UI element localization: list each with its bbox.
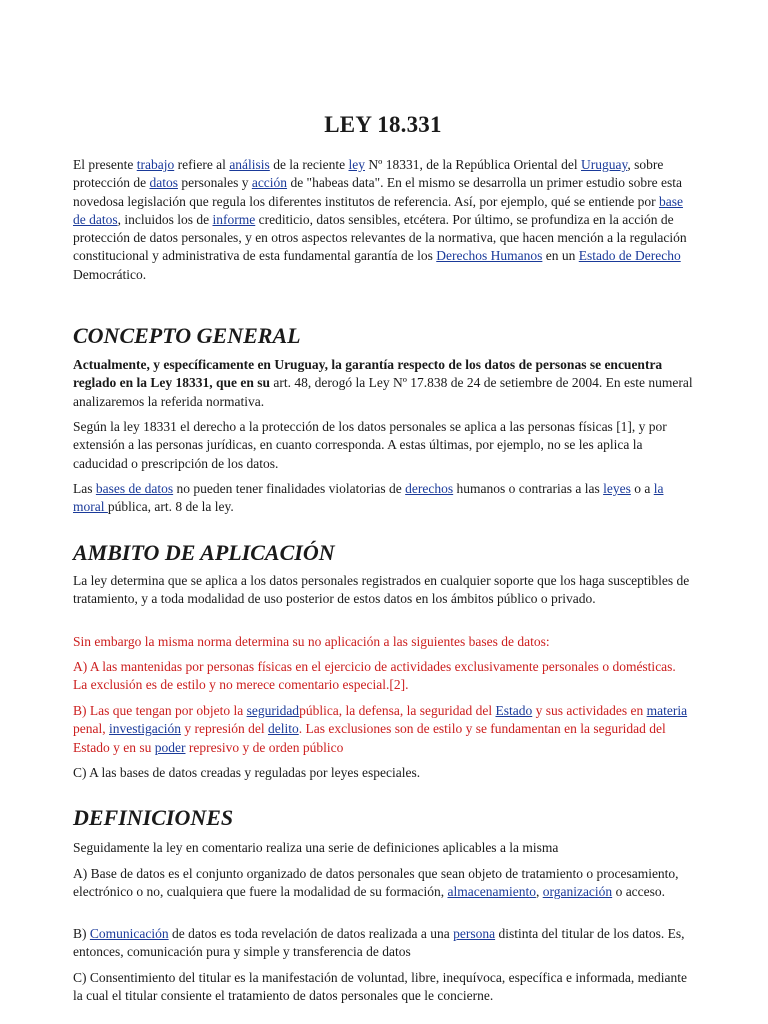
concepto-paragraph-2: Según la ley 18331 el derecho a la protección de los datos personales se aplica a las personas físicas [1], y por extensión a las personas jurídicas, en cuanto corresponda. A estas últimas, por ejemplo, no se les aplica la caducidad o prescripción de los datos.: [73, 419, 667, 471]
ambito-paragraph-2: Sin embargo la misma norma determina su no aplicación a las siguientes bases de datos:: [73, 634, 550, 649]
text: o acceso.: [612, 884, 666, 900]
text: de "habeas data". En el mismo se desarrolla un primer estudio sobre esta novedosa legislación que regula los diferentes institutos de referencia. Así, por ejemplo, qué se entiende por: [73, 175, 682, 209]
link-analisis[interactable]: análisis: [229, 157, 270, 172]
text: pública, la defensa, la seguridad del: [299, 703, 496, 718]
text: humanos o contrarias a las: [453, 481, 604, 496]
text: , sobre protección de: [73, 157, 664, 191]
text: y represión del: [180, 721, 268, 737]
text: Democrático.: [73, 266, 147, 282]
link-ley[interactable]: ley: [348, 157, 366, 172]
definiciones-item-b: [73, 925, 693, 962]
text: en un: [542, 248, 579, 264]
ambito-paragraph-1: La ley determina que se aplica a los datos personales registrados en cualquier soporte que los haga susceptibles de tratamiento, y a toda modalidad de uso posterior de estos datos en los ámbitos público o privado.: [73, 573, 690, 607]
link-base-de-datos[interactable]: base de datos: [73, 193, 683, 227]
link-informe[interactable]: informe: [212, 211, 256, 227]
text: refiere al: [174, 157, 230, 172]
link-bases-de-datos[interactable]: bases de datos: [95, 481, 174, 496]
text: ,: [535, 884, 543, 900]
concepto-paragraph-1: [73, 356, 693, 411]
text: crediticio, datos sensibles, etcétera. Por último, se profundiza en la acción de protección de datos personales, y en otros aspectos relevantes de la normativa, que hacen mención a la regulación constitucional y administrativa de esta fundamental garantía de los: [73, 211, 687, 264]
link-investigacion[interactable]: investigación: [109, 721, 181, 737]
link-accion[interactable]: acción: [251, 175, 288, 191]
link-trabajo[interactable]: trabajo: [136, 157, 175, 172]
link-derechos-humanos[interactable]: Derechos Humanos: [436, 248, 543, 264]
link-organizacion[interactable]: organización: [542, 884, 613, 900]
link-datos[interactable]: datos: [149, 175, 178, 191]
link-poder[interactable]: poder: [154, 739, 186, 755]
text: represivo y de orden público: [185, 739, 344, 755]
page-title: LEY 18.331: [324, 112, 442, 137]
text: de datos es toda revelación de datos realizada a una: [168, 926, 454, 941]
text: Las: [73, 481, 96, 496]
text: distinta del titular de los datos. Es, entonces, comunicación pura y simple y transferencia de datos: [73, 926, 685, 960]
text: o a: [630, 481, 654, 496]
text: A) Base de datos es el conjunto organizado de datos personales que sean objeto de tratamiento o procesamiento, electrónico o no, cualquiera que fuere la modalidad de su formación,: [73, 866, 679, 900]
text: Nº 18331, de la República Oriental del: [365, 157, 582, 172]
text: pública, art. 8 de la ley.: [107, 499, 234, 515]
text: no pueden tener finalidades violatorias de: [173, 481, 406, 496]
link-leyes[interactable]: leyes: [603, 481, 631, 496]
text: personales y: [177, 175, 252, 191]
heading-concepto-general: CONCEPTO GENERAL: [73, 323, 301, 348]
text: penal,: [73, 721, 109, 737]
definiciones-item-a: [73, 865, 693, 902]
text: B): [73, 926, 90, 941]
link-persona[interactable]: persona: [453, 926, 496, 941]
definiciones-paragraph-1: Seguidamente la ley en comentario realiza una serie de definiciones aplicables a la misma: [73, 840, 559, 855]
link-estado[interactable]: Estado: [495, 703, 533, 718]
link-estado-de-derecho[interactable]: Estado de Derecho: [578, 248, 681, 264]
ambito-item-b: [73, 702, 693, 757]
heading-ambito-aplicacion: AMBITO DE APLICACIÓN: [73, 540, 335, 565]
link-derechos[interactable]: derechos: [405, 481, 454, 496]
text: y sus actividades en: [532, 703, 647, 718]
link-materia[interactable]: materia: [646, 703, 688, 718]
bold-text: Actualmente, y específicamente en Uruguay, la garantía respecto de los datos de personas se encuentra reglado en la Ley 18331, que en su: [73, 357, 663, 391]
text: de la reciente: [269, 157, 349, 172]
intro-paragraph: [73, 156, 693, 284]
link-uruguay[interactable]: Uruguay: [581, 157, 628, 172]
link-comunicacion[interactable]: Comunicación: [89, 926, 169, 941]
heading-definiciones: DEFINICIONES: [73, 805, 234, 830]
text: art. 48, derogó la Ley Nº 17.838 de 24 de setiembre de 2004. En este numeral analizaremos la referida normativa.: [73, 375, 693, 409]
definiciones-item-c: C) Consentimiento del titular es la manifestación de voluntad, libre, inequívoca, específica e informada, mediante la cual el titular consiente el tratamiento de datos personales que le concierne.: [73, 970, 688, 1004]
text: B) Las que tengan por objeto la: [73, 703, 247, 718]
text: El presente: [73, 157, 137, 172]
concepto-paragraph-3: [73, 480, 693, 517]
ambito-item-c: C) A las bases de datos creadas y reguladas por leyes especiales.: [73, 765, 421, 780]
link-almacenamiento[interactable]: almacenamiento: [447, 884, 536, 900]
link-la-moral[interactable]: la moral: [73, 481, 664, 515]
ambito-item-a: A) A las mantenidas por personas físicas en el ejercicio de actividades exclusivamente personales o domésticas. La exclusión es de estilo y no merece comentario especial.[2].: [73, 659, 676, 693]
link-seguridad[interactable]: seguridad: [246, 703, 300, 718]
text: . Las exclusiones son de estilo y se fundamentan en la seguridad del Estado y en su: [73, 721, 666, 755]
link-delito[interactable]: delito: [267, 721, 299, 737]
text: , incluidos los de: [117, 211, 213, 227]
